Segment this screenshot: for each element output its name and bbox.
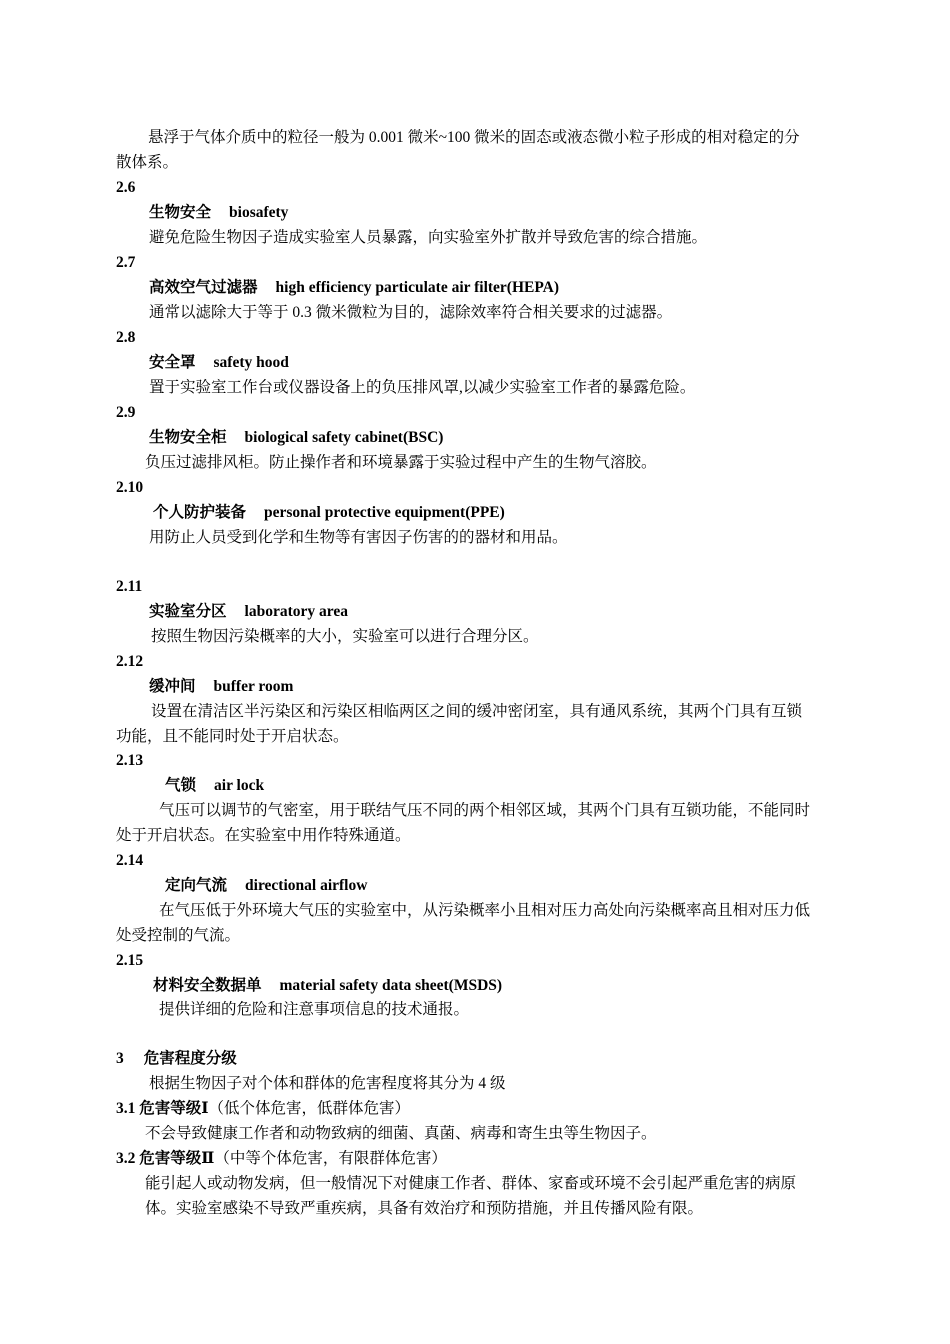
intro-line: 散体系。: [116, 154, 179, 171]
term-heading: [153, 976, 502, 996]
term-cn: 材料安全数据单: [153, 977, 262, 994]
term-en: material safety data sheet(MSDS): [279, 977, 503, 994]
term-cn: 生物安全柜: [149, 429, 227, 446]
term-definition: 用防止人员受到化学和生物等有害因子伤害的的器材和用品。: [149, 529, 568, 546]
term-cn: 安全罩: [149, 354, 196, 371]
clause-number: 2.11: [116, 578, 143, 595]
hazard-level-heading: [116, 1099, 410, 1119]
term-en: laboratory area: [244, 603, 348, 620]
intro-line: 悬浮于气体介质中的粒径一般为 0.001 微米~100 微米的固态或液态微小粒子形成的相对稳定的分: [148, 129, 800, 146]
term-definition: 负压过滤排风柜。防止操作者和环境暴露于实验过程中产生的生物气溶胶。: [145, 454, 657, 471]
term-definition: 处受控制的气流。: [116, 927, 241, 944]
term-definition: 气压可以调节的气密室，用于联结气压不同的两个相邻区域，其两个门具有互锁功能，不能同时: [159, 802, 811, 819]
hazard-level-heading: [116, 1149, 447, 1169]
clause-number: 2.6: [116, 179, 136, 196]
term-heading: [165, 776, 264, 796]
clause-number: 2.12: [116, 653, 144, 670]
term-heading: [149, 677, 293, 697]
term-en: biosafety: [229, 204, 289, 221]
term-cn: 个人防护装备: [153, 504, 247, 521]
clause-number: 2.13: [116, 752, 144, 769]
term-heading: [153, 503, 505, 523]
term-definition: 通常以滤除大于等于 0.3 微米微粒为目的，滤除效率符合相关要求的过滤器。: [149, 304, 673, 321]
term-heading: [149, 428, 443, 448]
term-definition: 功能，且不能同时处于开启状态。: [116, 728, 349, 745]
clause-number: 2.8: [116, 329, 136, 346]
term-definition: 置于实验室工作台或仪器设备上的负压排风罩,以减少实验室工作者的暴露危险。: [149, 379, 696, 396]
hazard-level-note: （中等个体危害，有限群体危害）: [214, 1150, 447, 1167]
term-en: biological safety cabinet(BSC): [244, 429, 444, 446]
section-heading: [116, 1049, 237, 1069]
clause-number: 2.15: [116, 952, 144, 969]
term-cn: 高效空气过滤器: [149, 279, 258, 296]
section-intro: 根据生物因子对个体和群体的危害程度将其分为 4 级: [149, 1075, 506, 1092]
term-definition: 避免危险生物因子造成实验室人员暴露，向实验室外扩散并导致危害的综合措施。: [149, 229, 708, 246]
term-cn: 气锁: [165, 777, 197, 794]
term-en: personal protective equipment(PPE): [264, 504, 505, 521]
term-cn: 生物安全: [149, 204, 212, 221]
term-definition: 按照生物因污染概率的大小，实验室可以进行合理分区。: [151, 628, 539, 645]
term-en: high efficiency particulate air filter(HEPA): [275, 279, 560, 296]
section-title: 危害程度分级: [143, 1050, 237, 1067]
term-heading: [165, 876, 367, 896]
hazard-level-label: 3.1 危害等级Ⅰ: [116, 1100, 209, 1117]
clause-number: 2.7: [116, 254, 136, 271]
term-en: directional airflow: [245, 877, 368, 894]
hazard-level-desc: 体。实验室感染不导致严重疾病，具备有效治疗和预防措施，并且传播风险有限。: [145, 1200, 704, 1217]
hazard-level-desc: 不会导致健康工作者和动物致病的细菌、真菌、病毒和寄生虫等生物因子。: [145, 1125, 657, 1142]
term-en: air lock: [214, 777, 265, 794]
clause-number: 2.10: [116, 479, 144, 496]
term-en: safety hood: [213, 354, 289, 371]
term-definition: 在气压低于外环境大气压的实验室中，从污染概率小且相对压力高处向污染概率高且相对压力低: [159, 902, 811, 919]
term-heading: [149, 278, 559, 298]
clause-number: 2.14: [116, 852, 144, 869]
term-heading: [149, 203, 288, 223]
hazard-level-note: （低个体危害，低群体危害）: [208, 1100, 411, 1117]
hazard-level-label: 3.2 危害等级Ⅱ: [116, 1150, 215, 1167]
term-definition: 处于开启状态。在实验室中用作特殊通道。: [116, 827, 411, 844]
term-cn: 缓冲间: [149, 678, 196, 695]
section-number: 3: [116, 1050, 124, 1067]
term-definition: 设置在清洁区半污染区和污染区相临两区之间的缓冲密闭室，具有通风系统，其两个门具有互锁: [151, 703, 803, 720]
hazard-level-desc: 能引起人或动物发病，但一般情况下对健康工作者、群体、家畜或环境不会引起严重危害的病原: [145, 1175, 797, 1192]
term-en: buffer room: [213, 678, 294, 695]
clause-number: 2.9: [116, 404, 136, 421]
term-cn: 实验室分区: [149, 603, 227, 620]
term-cn: 定向气流: [165, 877, 228, 894]
term-heading: [149, 602, 348, 622]
term-heading: [149, 353, 289, 373]
term-definition: 提供详细的危险和注意事项信息的技术通报。: [159, 1001, 470, 1018]
